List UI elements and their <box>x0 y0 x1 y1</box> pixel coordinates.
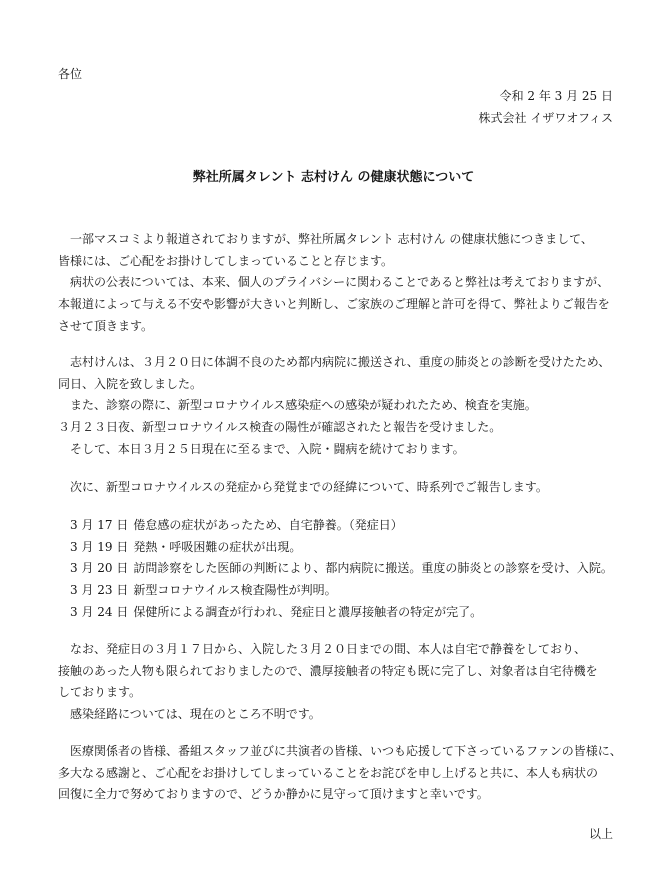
timeline-list <box>58 515 653 624</box>
timeline-item <box>58 515 653 537</box>
paragraph-line: 回復に全力で努めておりますので、どうか静かに見守って頂けますと幸いです。 <box>58 787 489 802</box>
timeline-date: 3 月 20 日 <box>70 561 129 576</box>
timeline-item <box>58 558 653 580</box>
paragraph-line: させて頂きます。 <box>58 318 154 333</box>
paragraph-intro <box>58 229 653 338</box>
paragraph-line: なお、発症日の３月１７日から、入院した３月２０日までの間、本人は自宅で静養をしており、 <box>70 642 587 656</box>
timeline-text: 発熱・呼吸困難の症状が出現。 <box>133 539 302 554</box>
timeline-item <box>58 602 653 624</box>
paragraph-line: 感染経路については、現在のところ不明です。 <box>70 707 321 722</box>
paragraph-line: 一部マスコミより報道されておりますが、弊社所属タレント 志村けん の健康状態につきまして、 <box>70 232 593 246</box>
paragraph-line: また、診察の際に、新型コロナウイルス感染症への感染が疑われたため、検査を実施。 <box>70 398 537 413</box>
paragraph-line: そして、本日３月２５日現在に至るまで、入院・闘病を続けております。 <box>70 441 465 456</box>
timeline-text: 保健所による調査が行われ、発症日と濃厚接触者の特定が完了。 <box>133 604 483 619</box>
paragraph-timeline-intro <box>58 477 653 499</box>
paragraph-line: 次に、新型コロナウイルスの発症から発覚までの経緯について、時系列でご報告します。 <box>70 480 548 494</box>
timeline-date: 3 月 23 日 <box>70 583 129 598</box>
timeline-date: 3 月 19 日 <box>70 539 129 554</box>
issue-date: 令和 2 年 3 月 25 日 <box>499 89 613 103</box>
paragraph-line: 皆様には、ご心配をお掛けしてしまっていることと存じます。 <box>58 253 394 268</box>
addressee: 各位 <box>58 67 83 81</box>
paragraph-line: 病状の公表については、本来、個人のプライバシーに関わることであると弊社は考えておりますが、 <box>70 275 610 290</box>
document-title <box>0 167 667 189</box>
timeline-date: 3 月 24 日 <box>70 604 129 619</box>
paragraph-line: ３月２３日夜、新型コロナウイルス検査の陽性が確認されたと報告を受けました。 <box>58 420 502 435</box>
paragraph-line: 志村けんは、３月２０日に体調不良のため都内病院に搬送され、重度の肺炎との診断を受けたため、 <box>70 355 611 369</box>
paragraph-status <box>58 352 653 461</box>
paragraph-line: 接触のあった人物も限られておりましたので、濃厚接触者の特定も既に完了し、対象者は自宅待機を <box>58 663 598 678</box>
timeline-text: 新型コロナウイルス検査陽性が判明。 <box>133 583 337 598</box>
paragraph-line: しております。 <box>58 685 142 700</box>
timeline-item <box>58 580 653 602</box>
paragraph-contacts <box>58 639 653 726</box>
paragraph-thanks <box>58 741 653 806</box>
timeline-date: 3 月 17 日 <box>70 518 129 532</box>
timeline-text: 訪問診察をした医師の判断により、都内病院に搬送。重度の肺炎との診察を受け、入院。 <box>133 561 613 576</box>
closing-block <box>213 824 613 846</box>
timeline-text: 倦怠感の症状があったため、自宅静養。（発症日） <box>133 518 403 532</box>
timeline-item <box>58 537 653 559</box>
paragraph-line: 同日、入院を致しました。 <box>58 376 203 391</box>
closing-text: 以上 <box>588 827 613 841</box>
company-name: 株式会社 イザワオフィス <box>478 110 613 125</box>
issuer-block <box>213 86 613 129</box>
title-text: 弊社所属タレント 志村けん の健康状態について <box>192 170 475 185</box>
paragraph-line: 医療関係者の皆様、番組スタッフ並びに共演者の皆様、いつも応援して下さっているファンの皆様に、 <box>70 744 622 758</box>
paragraph-line: 多大なる感謝と、ご心配をお掛けしてしまっていることをお詫びを申し上げると共に、本人も病状の <box>58 765 599 780</box>
addressee-block <box>58 64 653 86</box>
paragraph-line: 本報道によって与える不安や影響が大きいと判断し、ご家族のご理解と許可を得て、弊社よりご報告を <box>58 297 610 312</box>
